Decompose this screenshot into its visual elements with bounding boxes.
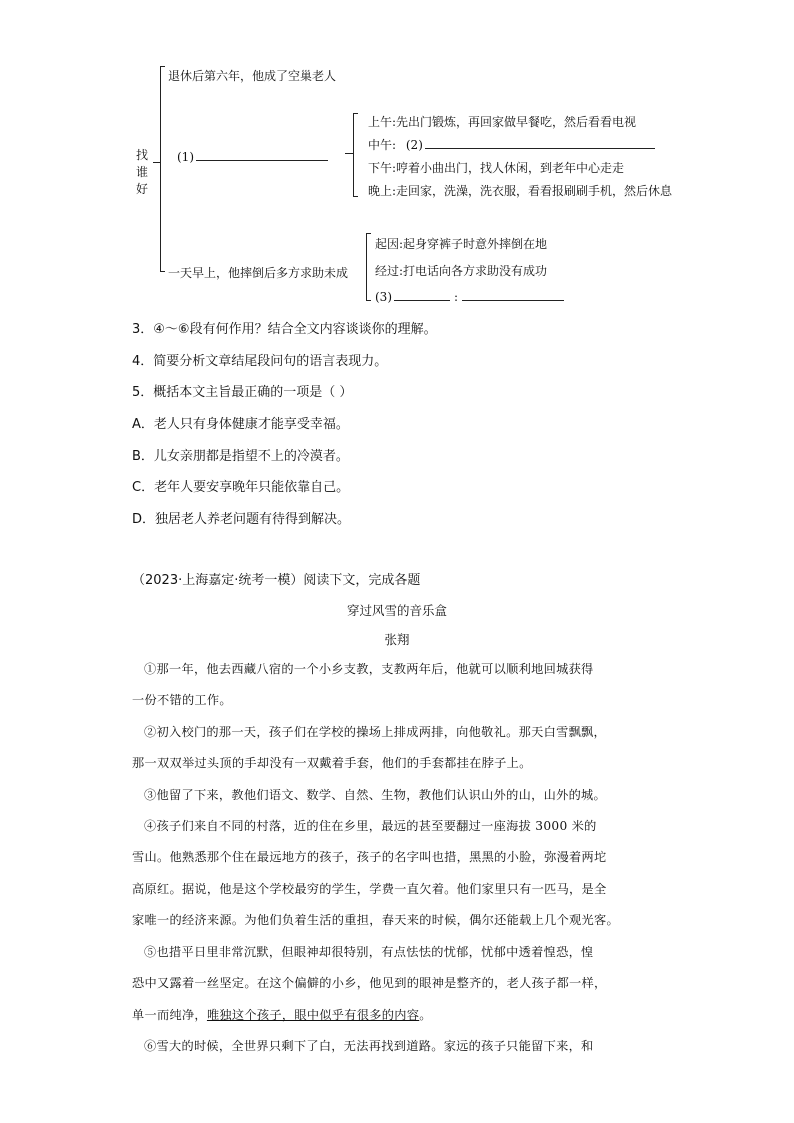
event-process-label: 经过: — [375, 264, 404, 278]
schedule-evening-label: 晚上: — [368, 184, 397, 198]
blank-1[interactable] — [177, 149, 328, 164]
main-bracket-bottom-tick — [160, 271, 165, 272]
question-5: 5．概括本文主旨最正确的一项是（ ） — [132, 385, 353, 400]
root-label-3: 好 — [136, 182, 149, 196]
schedule-bracket-top-tick — [353, 113, 358, 114]
schedule-bracket-vertical — [353, 113, 354, 197]
schedule-evening — [368, 182, 672, 199]
event-cause — [375, 235, 547, 252]
paragraph-line: 高原红。据说，他是这个学校最穷的学生，学费一直欠着。他们家里只有一匹马，是全 — [132, 882, 607, 896]
event-process — [375, 262, 547, 279]
blank-3-line-a — [394, 289, 450, 301]
line-text: 。 — [419, 1008, 432, 1022]
schedule-bracket-bottom-tick — [353, 196, 358, 197]
question-3: 3．④～⑥段有何作用？结合全文内容谈谈你的理解。 — [132, 322, 437, 337]
schedule-noon-label: 中午: — [368, 138, 397, 152]
schedule-morning-label: 上午: — [368, 115, 397, 129]
top-branch-text: 退休后第六年，他成了空巢老人 — [168, 69, 337, 83]
event-bracket-top-tick — [366, 233, 371, 234]
schedule-evening-text: 走回家，洗澡，洗衣服，看看报刷刷手机，然后休息 — [396, 184, 673, 198]
blank-3[interactable] — [375, 289, 564, 304]
paragraph-line: 家唯一的经济来源。为他们负着生活的重担，春天来的时候，偶尔还能载上几个观光客。 — [132, 913, 620, 927]
paragraph-line — [132, 1006, 662, 1023]
option-c[interactable]: C．老年人要安享晚年只能依靠自己。 — [132, 480, 350, 495]
blank-2-label: (2) — [405, 138, 423, 152]
passage-title: 穿过风雪的音乐盒 — [346, 603, 447, 618]
schedule-morning-text: 先出门锻炼，再回家做早餐吃，然后看看电视 — [396, 115, 637, 129]
paragraph-line: ④孩子们来自不同的村落，近的住在乡里，最远的甚至要翻过一座海拔 3000 米的 — [144, 819, 597, 833]
question-4: 4．简要分析文章结尾段问句的语言表现力。 — [132, 354, 388, 369]
paragraph-line: 恐中又露着一丝坚定。在这个偏僻的小乡，他见到的眼神是整齐的，老人孩子都一样， — [132, 976, 607, 990]
bottom-branch-text: 一天早上，他摔倒后多方求助未成 — [168, 266, 349, 280]
root-label-1: 找 — [136, 148, 149, 162]
event-process-text: 打电话向各方求助没有成功 — [403, 264, 548, 278]
paragraph-line: ②初入校门的那一天，孩子们在学校的操场上排成两排，向他敬礼。那天白雪飘飘， — [144, 725, 607, 739]
main-bracket-top-tick — [160, 66, 165, 67]
schedule-noon[interactable] — [368, 136, 655, 153]
event-bracket-vertical — [366, 233, 367, 301]
blank-1-line — [196, 149, 328, 161]
passage-source: （2023·上海嘉定·统考一模）阅读下文，完成各题 — [132, 573, 421, 588]
root-label-2: 谁 — [136, 165, 149, 179]
schedule-afternoon-label: 下午: — [368, 161, 397, 175]
option-b[interactable]: B．儿女亲朋都是指望不上的冷漠者。 — [132, 449, 349, 464]
line-text: 单一而纯净， — [132, 1008, 207, 1022]
event-bracket-bottom-tick — [366, 300, 371, 301]
schedule-afternoon — [368, 159, 624, 176]
paragraph-line: ⑤也措平日里非常沉默，但眼神却很特别，有点怯怯的忧郁，忧郁中透着惶恐，惶 — [144, 945, 594, 959]
paragraph-line: 那一双双举过头顶的手却没有一双戴着手套，他们的手套都挂在脖子上。 — [132, 756, 532, 770]
paragraph-line: ①那一年，他去西藏八宿的一个小乡支教，支教两年后，他就可以顺利地回城获得 — [144, 662, 594, 676]
blank-3-label: (3) — [375, 290, 392, 304]
event-cause-text: 起身穿裤子时意外摔倒在地 — [403, 237, 548, 251]
underlined-sentence: 唯独这个孩子，眼中似乎有很多的内容 — [206, 1008, 420, 1022]
paragraph-line: 一份不错的工作。 — [132, 693, 232, 707]
schedule-connector — [345, 153, 353, 154]
paragraph-line: ③他留了下来，教他们语文、数学、自然、生物，教他们认识山外的山，山外的城。 — [144, 788, 607, 802]
schedule-afternoon-text: 哼着小曲出门，找人休闲，到老年中心走走 — [396, 161, 625, 175]
main-bracket-vertical — [160, 66, 161, 272]
blank-2-line — [425, 137, 655, 149]
schedule-morning — [368, 113, 636, 130]
paragraph-line: 雪山。他熟悉那个住在最远地方的孩子，孩子的名字叫也措，黑黑的小脸，弥漫着两坨 — [132, 850, 607, 864]
passage-author: 张翔 — [384, 632, 410, 647]
blank-3-line-b — [462, 289, 564, 301]
blank-1-label: (1) — [177, 150, 194, 164]
blank-3-colon: : — [454, 290, 459, 304]
option-d[interactable]: D．独居老人养老问题有待得到解决。 — [132, 512, 351, 527]
paragraph-line: ⑥雪大的时候，全世界只剩下了白，无法再找到道路。家远的孩子只能留下来，和 — [144, 1039, 594, 1053]
main-bracket-mid-tick — [153, 162, 161, 163]
option-a[interactable]: A．老人只有身体健康才能享受幸福。 — [132, 417, 349, 432]
event-cause-label: 起因: — [375, 237, 404, 251]
